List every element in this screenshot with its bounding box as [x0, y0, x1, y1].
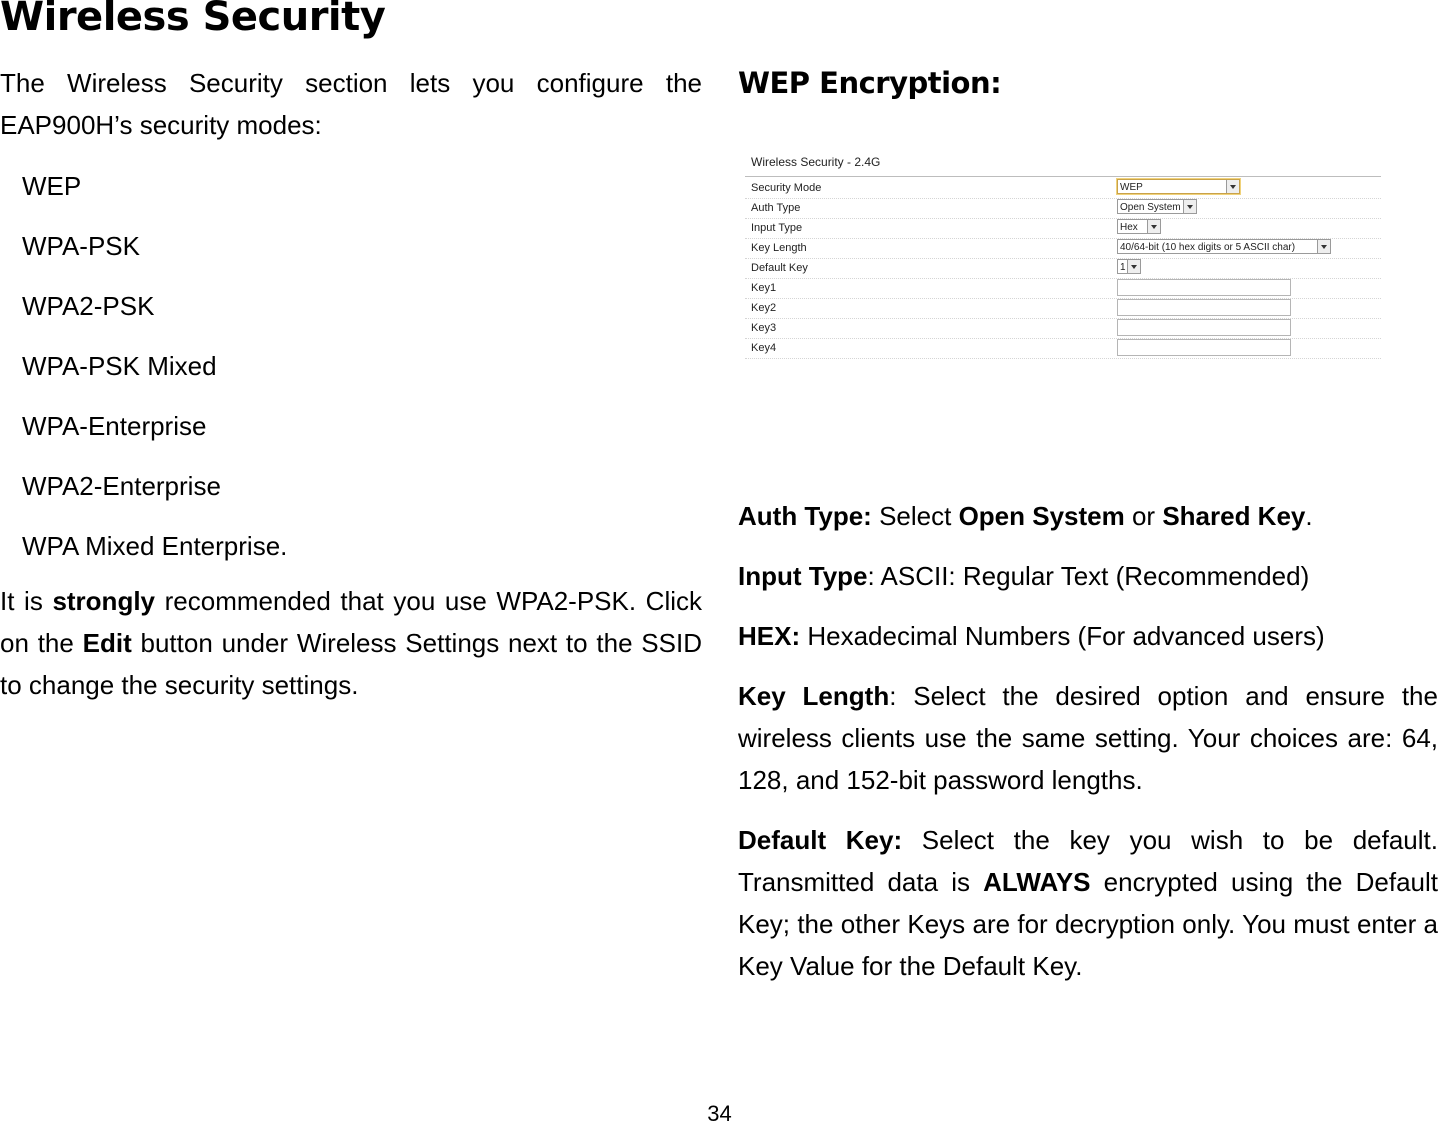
page-title: Wireless Security — [0, 0, 386, 40]
field-label: Input Type — [751, 222, 803, 234]
text-span: or — [1124, 501, 1163, 531]
term-label: Default Key: — [738, 825, 903, 855]
chevron-down-icon — [1183, 200, 1196, 213]
field-label: Key3 — [751, 322, 777, 334]
auth-type-description — [738, 495, 1438, 537]
row-key-length — [745, 238, 1381, 259]
row-key1 — [745, 278, 1381, 299]
recommendation-paragraph — [0, 580, 702, 706]
security-mode-select[interactable] — [1117, 179, 1240, 194]
key3-input[interactable] — [1117, 319, 1291, 336]
left-column — [0, 62, 702, 706]
emphasis: Shared Key — [1162, 501, 1306, 531]
field-label: Key4 — [751, 342, 777, 354]
select-value: WEP — [1120, 182, 1143, 193]
text-span: Select — [871, 501, 959, 531]
field-label: Security Mode — [751, 182, 822, 194]
row-key4 — [745, 338, 1381, 359]
list-item: WPA-PSK Mixed — [22, 351, 217, 381]
hex-description — [738, 615, 1438, 657]
select-value: 40/64-bit (10 hex digits or 5 ASCII char) — [1120, 242, 1296, 253]
row-input-type — [745, 218, 1381, 239]
key-length-select[interactable] — [1117, 239, 1331, 254]
chevron-down-icon — [1226, 180, 1239, 193]
field-label: Default Key — [751, 262, 808, 274]
input-type-description — [738, 555, 1438, 597]
right-column — [738, 62, 1438, 104]
key1-input[interactable] — [1117, 279, 1291, 296]
term-label: HEX: — [738, 621, 801, 651]
emphasis: Open System — [958, 501, 1125, 531]
text-span: button under Wireless Settings next to the SSID to change the security settings. — [0, 628, 702, 700]
row-default-key — [745, 258, 1381, 279]
intro-paragraph: The Wireless Security section lets you configure the EAP900H’s security modes: — [0, 68, 702, 140]
list-item: WPA Mixed Enterprise. — [22, 531, 288, 561]
default-key-description — [738, 819, 1438, 987]
page-number: 34 — [707, 1101, 732, 1126]
row-auth-type — [745, 198, 1381, 219]
list-item: WPA2-Enterprise — [22, 471, 221, 501]
row-key3 — [745, 318, 1381, 339]
text-span: It is — [0, 586, 53, 616]
emphasis-edit: Edit — [82, 628, 132, 658]
text-span: Hexadecimal Numbers (For advanced users) — [800, 621, 1325, 651]
text-span: recommended that you use WPA2-PSK. Click on the — [0, 586, 703, 658]
term-label: Auth Type: — [738, 501, 872, 531]
field-label: Key Length — [751, 242, 807, 254]
field-label: Key1 — [751, 282, 777, 294]
key2-input[interactable] — [1117, 299, 1291, 316]
section-heading: WEP Encryption: — [738, 66, 1002, 100]
input-type-select[interactable] — [1117, 219, 1161, 234]
divider — [745, 176, 1381, 177]
key-length-description — [738, 675, 1438, 801]
list-item: WEP — [22, 171, 82, 201]
text-span: encrypted using the Default Key; the other Keys are for decryption only. You must enter a Key Value for the Default Key. — [738, 867, 1438, 981]
text-span: Select the key you wish to be default. Transmitted data is — [738, 825, 1438, 897]
chevron-down-icon — [1147, 220, 1160, 233]
text-span: : ASCII: Regular Text (Recommended) — [867, 561, 1310, 591]
list-item: WPA-PSK — [22, 231, 140, 261]
list-item: WPA2-PSK — [22, 291, 155, 321]
select-value: Hex — [1120, 222, 1138, 233]
emphasis: ALWAYS — [983, 867, 1091, 897]
emphasis-strongly: strongly — [52, 586, 156, 616]
field-descriptions — [738, 495, 1438, 987]
field-label: Key2 — [751, 302, 777, 314]
select-value: 1 — [1120, 262, 1126, 273]
row-key2 — [745, 298, 1381, 319]
chevron-down-icon — [1127, 260, 1140, 273]
select-value: Open System — [1120, 202, 1181, 213]
text-span: . — [1305, 501, 1313, 531]
default-key-select[interactable] — [1117, 259, 1141, 274]
security-mode-list — [0, 156, 702, 576]
text-span: : Select the desired option and ensure the wireless clients use the same setting. Your choices are: 64, 128, and 152-bit password lengths. — [738, 681, 1438, 795]
list-item: WPA-Enterprise — [22, 411, 207, 441]
term-label: Input Type — [738, 561, 868, 591]
term-label: Key Length — [738, 681, 890, 711]
wireless-security-panel — [745, 150, 1381, 362]
row-security-mode — [745, 178, 1381, 199]
chevron-down-icon — [1317, 240, 1330, 253]
auth-type-select[interactable] — [1117, 199, 1197, 214]
field-label: Auth Type — [751, 202, 801, 214]
panel-title: Wireless Security - 2.4G — [751, 155, 881, 169]
key4-input[interactable] — [1117, 339, 1291, 356]
